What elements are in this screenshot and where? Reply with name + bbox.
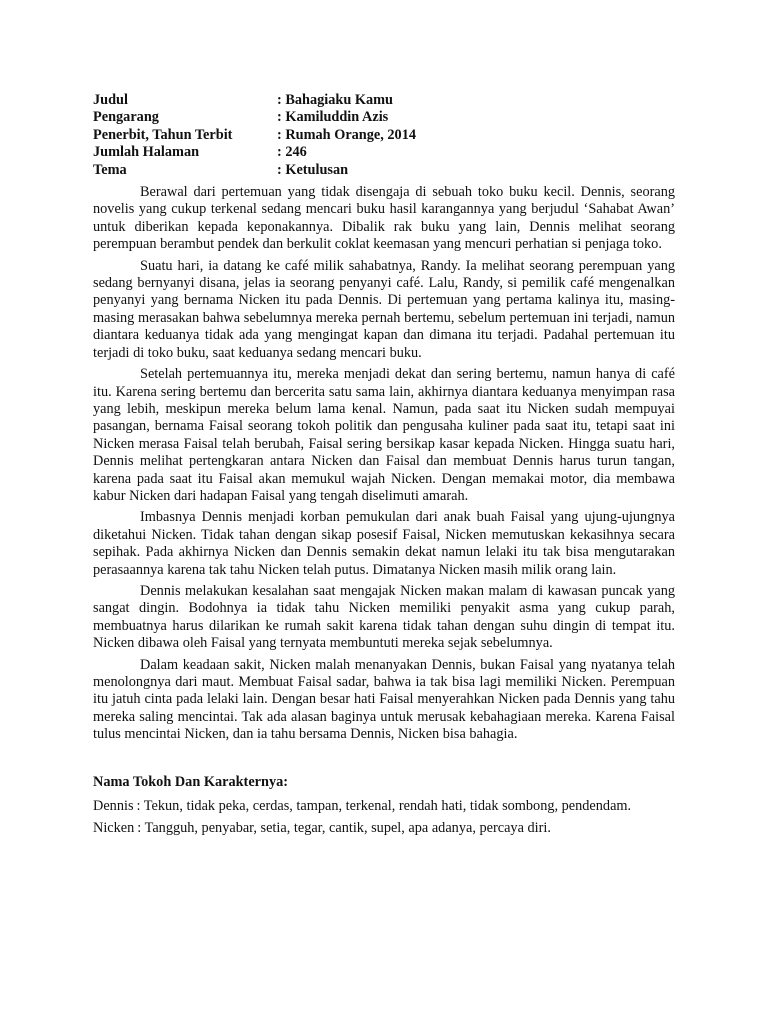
synopsis-paragraph: Imbasnya Dennis menjadi korban pemukulan dari anak buah Faisal yang ujung-ujungnya diketahui Nicken. Tidak tahan dengan sikap posesif Faisal, Nicken memutuskan kekasihnya secara sepihak. Pada akhirnya Nicken dan Dennis semakin dekat namun lelaki itu tak bisa mengutarakan perasaannya karena tak tahu Nicken telah putus. Dimatanya Nicken masih milik orang lain.: [93, 509, 675, 578]
meta-row-pengarang: [93, 109, 675, 126]
meta-label: Pengarang: [93, 109, 159, 126]
meta-value: : Rumah Orange, 2014: [277, 126, 416, 143]
character-item-nicken: [93, 820, 675, 837]
synopsis: [93, 184, 675, 744]
meta-label: Jumlah Halaman: [93, 144, 200, 161]
meta-label: Tema: [93, 161, 127, 178]
synopsis-paragraph: Dennis melakukan kesalahan saat mengajak Nicken makan malam di kawasan puncak yang sangat dingin. Bodohnya ia tidak tahu Nicken memiliki penyakit asma yang cukup parah, membuatnya harus dilarikan ke rumah sakit karena tidak tahan dengan suhu dingin di tempat itu. Nicken dibawa oleh Faisal yang ternyata membuntuti mereka sejak sebelumnya.: [93, 582, 675, 652]
character-list: [93, 798, 675, 838]
character-item-dennis: [93, 798, 675, 815]
synopsis-paragraph: Dalam keadaan sakit, Nicken malah menanyakan Dennis, bukan Faisal yang nyatanya telah menolongnya dari maut. Membuat Faisal sadar, bahwa ia tak bisa lagi memiliki Nicken. Perempuan itu jatuh cinta pada lelaki lain. Dengan besar hati Faisal menyerahkan Nicken pada Dennis yang tahu mereka saling mencintai. Tak ada alasan baginya untuk merusak kebahagiaan mereka. Karena Faisal tulus mencintai Nicken, dan ia tahu bersama Dennis, Nicken bisa bahagia.: [93, 656, 675, 743]
meta-row-tema: [93, 162, 675, 179]
meta-value: : 246: [277, 144, 307, 161]
meta-row-judul: [93, 92, 675, 109]
meta-value: : Bahagiaku Kamu: [277, 92, 393, 108]
character-description: : Tangguh, penyabar, setia, tegar, cantik, supel, apa adanya, percaya diri.: [137, 820, 551, 837]
character-name: Dennis: [93, 798, 134, 815]
meta-row-penerbit: [93, 127, 675, 144]
meta-label: Penerbit, Tahun Terbit: [93, 126, 233, 143]
characters-heading: Nama Tokoh Dan Karakternya:: [93, 773, 289, 790]
synopsis-paragraph: Berawal dari pertemuan yang tidak disengaja di sebuah toko buku kecil. Dennis, seorang novelis yang cukup terkenal sedang mencari buku hasil karangannya yang berjudul ‘Sahabat Awan’ untuk diberikan kepada keponakannya. Dibalik rak buku yang lain, Dennis melihat seorang perempuan berambut pendek dan berkulit coklat keemasan yang mencuri perhatian si penjaga toko.: [93, 184, 675, 253]
character-name: Nicken: [93, 820, 135, 837]
meta-value: : Kamiluddin Azis: [277, 109, 389, 126]
document-page: [93, 92, 675, 843]
synopsis-paragraph: Setelah pertemuannya itu, mereka menjadi dekat dan sering bertemu, namun hanya di café itu. Karena sering bertemu dan bercerita satu sama lain, akhirnya diantara keduanya menyimpan rasa yang lebih, meskipun mereka belum lama kenal. Namun, pada saat itu Nicken sudah mempuyai pasangan, bernama Faisal seorang tokoh politik dan pengusaha kuliner pada saat itu, tetapi saat ini Nicken merasa Faisal telah berubah, Faisal sering bersikap kasar kepada Nicken. Hingga suatu hari, Dennis melihat pertengkaran antara Nicken dan Faisal dan membuat Dennis harus turun tangan, karena pada saat itu Faisal akan memukul wajah Nicken. Dengan memakai motor, dia membawa kabur Nicken dari hadapan Faisal yang tengah diselimuti amarah.: [93, 366, 675, 504]
character-description: : Tekun, tidak peka, cerdas, tampan, terkenal, rendah hati, tidak sombong, pendendam.: [136, 798, 632, 815]
meta-value: : Ketulusan: [277, 161, 349, 178]
book-metadata: [93, 92, 675, 179]
synopsis-paragraph: Suatu hari, ia datang ke café milik sahabatnya, Randy. Ia melihat seorang perempuan yang sedang bernyanyi disana, jelas ia seorang penyanyi café. Lalu, Randy, si pemilik café mengenalkan penyanyi yang bernama Nicken itu pada Dennis. Di pertemuan yang pertama kalinya itu, masing-masing merasakan bahwa sebelumnya mereka pernah bertemu, sebelum pertemuan ini terjadi, namun diantara keduanya tidak ada yang mengingat kapan dan dimana itu terjadi. Padahal pertemuan itu terjadi di toko buku, saat keduanya sedang mencari buku.: [93, 257, 675, 361]
meta-label: Judul: [93, 92, 128, 108]
meta-row-jumlah-halaman: [93, 144, 675, 161]
